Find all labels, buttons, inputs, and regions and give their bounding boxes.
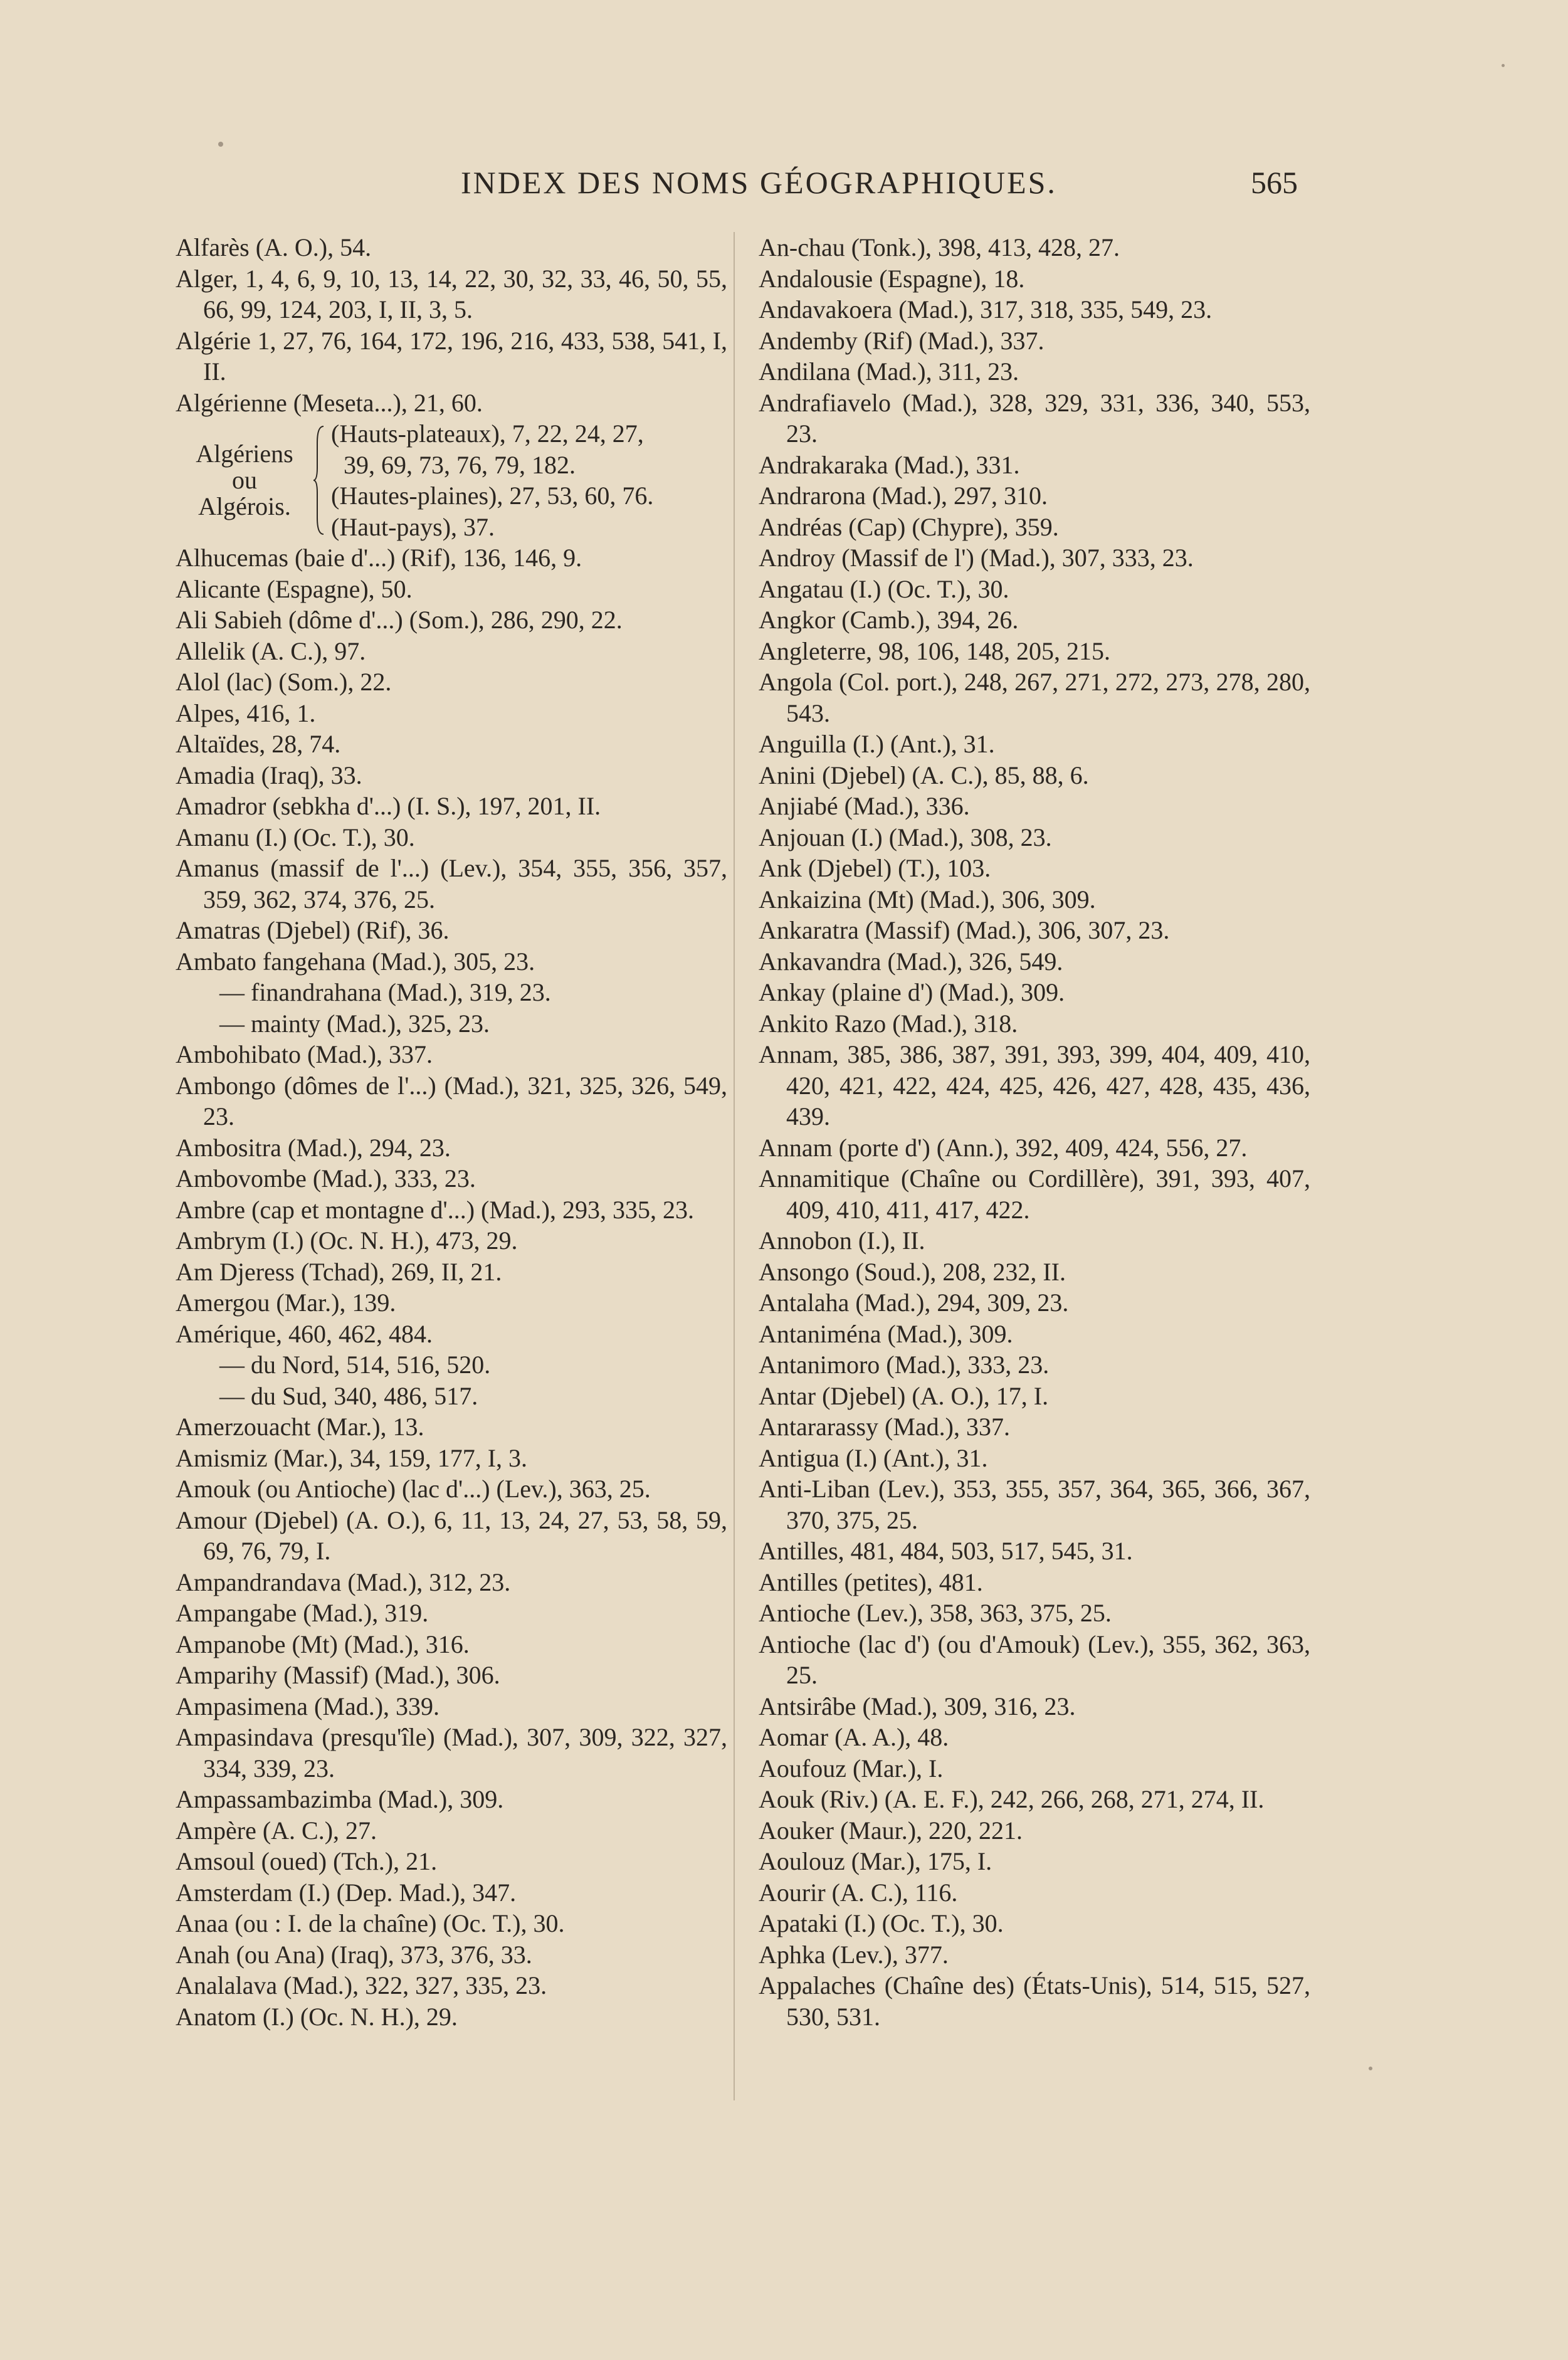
group-label-2: ou [232, 466, 257, 494]
index-entry: Amismiz (Mar.), 34, 159, 177, I, 3. [176, 1443, 528, 1472]
index-entry: Allelik (A. C.), 97. [176, 636, 366, 665]
index-entry: Anini (Djebel) (A. C.), 85, 88, 6. [759, 761, 1089, 789]
index-entry: Ansongo (Soud.), 208, 232, II. [759, 1257, 1066, 1286]
index-entry: — du Sud, 340, 486, 517. [219, 1381, 478, 1410]
index-entry: Aoulouz (Mar.), 175, I. [759, 1847, 992, 1875]
index-entry: Antaniména (Mad.), 309. [759, 1319, 1013, 1348]
index-entry: Ambositra (Mad.), 294, 23. [176, 1133, 451, 1162]
index-entry: Amsterdam (I.) (Dep. Mad.), 347. [176, 1878, 517, 1907]
index-entry: Aphka (Lev.), 377. [759, 1940, 949, 1969]
index-entry: Antararassy (Mad.), 337. [759, 1413, 1010, 1441]
index-entry: Anatom (I.) (Oc. N. H.), 29. [176, 2002, 458, 2031]
index-entry: Ankaizina (Mt) (Mad.), 306, 309. [759, 885, 1096, 914]
brace-glyph [313, 424, 326, 537]
index-entry: Amanus (massif de l'...) (Lev.), 354, 355, 356, 357, 359, 362, 374, 376, 25. [176, 854, 727, 914]
index-entry: Ampassambazimba (Mad.), 309. [176, 1785, 504, 1813]
index-entry: An-chau (Tonk.), 398, 413, 428, 27. [759, 233, 1120, 261]
index-entry: Anaa (ou : I. de la chaîne) (Oc. T.), 30. [176, 1909, 565, 1937]
index-entry: Angatau (I.) (Oc. T.), 30. [759, 574, 1009, 603]
page-header [0, 164, 1568, 208]
index-entry: Ampasindava (presqu'île) (Mad.), 307, 309, 322, 327, 334, 339, 23. [176, 1723, 727, 1783]
index-entry: Andrarona (Mad.), 297, 310. [759, 482, 1048, 510]
index-entry: Andilana (Mad.), 311, 23. [759, 357, 1019, 386]
right-column [759, 232, 1310, 2032]
index-entry: Andemby (Rif) (Mad.), 337. [759, 326, 1044, 355]
index-entry: Alger, 1, 4, 6, 9, 10, 13, 14, 22, 30, 32, 33, 46, 50, 55, 66, 99, 124, 203, I, II, 3, 5. [176, 264, 727, 324]
index-entry: Angleterre, 98, 106, 148, 205, 215. [759, 636, 1111, 665]
index-entry: Analalava (Mad.), 322, 327, 335, 23. [176, 1971, 547, 1999]
left-entries-before-group [176, 232, 727, 418]
index-entry: Andalousie (Espagne), 18. [759, 264, 1025, 293]
index-entry: Antilles (petites), 481. [759, 1567, 983, 1596]
index-entry: Antigua (I.) (Ant.), 31. [759, 1443, 988, 1472]
index-entry: Ampangabe (Mad.), 319. [176, 1599, 429, 1627]
index-entry: Andréas (Cap) (Chypre), 359. [759, 512, 1059, 541]
index-entry: Ampanobe (Mt) (Mad.), 316. [176, 1630, 470, 1658]
column-divider [734, 232, 735, 2100]
index-entry: Alicante (Espagne), 50. [176, 574, 413, 603]
index-entry: Ali Sabieh (dôme d'...) (Som.), 286, 290, 22. [176, 606, 623, 634]
group-lines [331, 418, 727, 542]
index-entry: Antanimoro (Mad.), 333, 23. [759, 1351, 1050, 1379]
index-entry: Antalaha (Mad.), 294, 309, 23. [759, 1288, 1069, 1317]
index-entry: Ankavandra (Mad.), 326, 549. [759, 947, 1063, 976]
index-entry: Ambovombe (Mad.), 333, 23. [176, 1164, 476, 1193]
index-entry: Amadia (Iraq), 33. [176, 761, 362, 789]
index-entry: Amour (Djebel) (A. O.), 6, 11, 13, 24, 27, 53, 58, 59, 69, 76, 79, I. [176, 1505, 727, 1565]
index-entry: Androy (Massif de l') (Mad.), 307, 333, 23. [759, 544, 1194, 572]
index-entry: Aourir (A. C.), 116. [759, 1878, 958, 1907]
index-entry: Ankay (plaine d') (Mad.), 309. [759, 978, 1065, 1006]
index-entry: Appalaches (Chaîne des) (États-Unis), 514, 515, 527, 530, 531. [759, 1971, 1310, 2031]
index-entry: Aouk (Riv.) (A. E. F.), 242, 266, 268, 271, 274, II. [759, 1785, 1265, 1813]
index-entry: Andrakaraka (Mad.), 331. [759, 450, 1020, 479]
group-labels [176, 441, 313, 520]
index-entry: Altaïdes, 28, 74. [176, 730, 341, 758]
group-label-1: Algériens [196, 440, 293, 468]
index-entry: Annamitique (Chaîne ou Cordillère), 391, 393, 407, 409, 410, 411, 417, 422. [759, 1164, 1310, 1224]
index-entry: Ampandrandava (Mad.), 312, 23. [176, 1567, 511, 1596]
index-entry: Amérique, 460, 462, 484. [176, 1319, 433, 1348]
index-entry: Amadror (sebkha d'...) (I. S.), 197, 201, II. [176, 792, 601, 820]
index-entry: Anjouan (I.) (Mad.), 308, 23. [759, 823, 1052, 851]
index-entry: Annam, 385, 386, 387, 391, 393, 399, 404, 409, 410, 420, 421, 422, 424, 425, 426, 427, 428, 435, 436, 439. [759, 1040, 1310, 1130]
index-entry: Alpes, 416, 1. [176, 698, 316, 727]
paper-speck [1502, 64, 1505, 67]
group-label-3: Algérois. [198, 492, 291, 520]
group-line: (Hautes-plaines), 27, 53, 60, 76. [331, 482, 654, 510]
page-number: 565 [1251, 165, 1298, 200]
index-entry: Ambongo (dômes de l'...) (Mad.), 321, 325, 326, 549, 23. [176, 1071, 727, 1130]
index-entry: Antsirâbe (Mad.), 309, 316, 23. [759, 1692, 1076, 1720]
algeriens-group [176, 418, 727, 542]
index-entry: Amerzouacht (Mar.), 13. [176, 1413, 424, 1441]
index-entry: Aouker (Maur.), 220, 221. [759, 1816, 1023, 1845]
index-entry: — du Nord, 514, 516, 520. [219, 1351, 491, 1379]
index-entry: Apataki (I.) (Oc. T.), 30. [759, 1909, 1004, 1937]
index-entry: Amanu (I.) (Oc. T.), 30. [176, 823, 415, 851]
index-entry: Algérie 1, 27, 76, 164, 172, 196, 216, 433, 538, 541, I, II. [176, 326, 727, 386]
page-title: INDEX DES NOMS GÉOGRAPHIQUES. [461, 165, 1057, 200]
index-entry: Amergou (Mar.), 139. [176, 1288, 396, 1317]
index-entry: Alhucemas (baie d'...) (Rif), 136, 146, 9. [176, 544, 582, 572]
paper-speck [1369, 2067, 1372, 2070]
index-entry: Ampère (A. C.), 27. [176, 1816, 377, 1845]
left-column [176, 232, 727, 2032]
index-entry: Anguilla (I.) (Ant.), 31. [759, 730, 995, 758]
index-entry: Ankito Razo (Mad.), 318. [759, 1009, 1018, 1038]
group-line: (Haut-pays), 37. [331, 512, 495, 541]
index-entry: — finandrahana (Mad.), 319, 23. [219, 978, 551, 1006]
paper-speck [218, 142, 223, 147]
index-entry: Amparihy (Massif) (Mad.), 306. [176, 1661, 500, 1689]
index-entry: Ankaratra (Massif) (Mad.), 306, 307, 23. [759, 916, 1170, 944]
index-entry: Andavakoera (Mad.), 317, 318, 335, 549, 23. [759, 295, 1213, 324]
index-entry: Aoufouz (Mar.), I. [759, 1754, 944, 1783]
index-entry: — mainty (Mad.), 325, 23. [219, 1009, 490, 1038]
index-entry: Annam (porte d') (Ann.), 392, 409, 424, 556, 27. [759, 1133, 1248, 1162]
index-entry: Alfarès (A. O.), 54. [176, 233, 372, 261]
index-entry: Ambre (cap et montagne d'...) (Mad.), 293, 335, 23. [176, 1195, 694, 1224]
index-entry: Antar (Djebel) (A. O.), 17, I. [759, 1381, 1049, 1410]
index-entry: Ank (Djebel) (T.), 103. [759, 854, 991, 882]
index-entry: Amatras (Djebel) (Rif), 36. [176, 916, 450, 944]
index-entry: Alol (lac) (Som.), 22. [176, 668, 392, 696]
index-entry: Amouk (ou Antioche) (lac d'...) (Lev.), 363, 25. [176, 1475, 651, 1503]
index-entry: Ambrym (I.) (Oc. N. H.), 473, 29. [176, 1226, 518, 1255]
group-line: (Hauts-plateaux), 7, 22, 24, 27, [331, 419, 644, 448]
index-entry: Algérienne (Meseta...), 21, 60. [176, 388, 483, 417]
group-line: 39, 69, 73, 76, 79, 182. [344, 450, 576, 479]
index-entry: Antilles, 481, 484, 503, 517, 545, 31. [759, 1537, 1133, 1565]
left-entries-after-group [176, 542, 727, 2032]
index-entry: Annobon (I.), II. [759, 1226, 925, 1255]
index-entry: Anjiabé (Mad.), 336. [759, 792, 970, 820]
index-entry: Ambohibato (Mad.), 337. [176, 1040, 433, 1068]
index-entry: Angola (Col. port.), 248, 267, 271, 272, 273, 278, 280, 543. [759, 668, 1310, 727]
index-entry: Antioche (Lev.), 358, 363, 375, 25. [759, 1599, 1112, 1627]
index-entry: Am Djeress (Tchad), 269, II, 21. [176, 1257, 502, 1286]
index-entry: Ampasimena (Mad.), 339. [176, 1692, 440, 1720]
index-entry: Anti-Liban (Lev.), 353, 355, 357, 364, 365, 366, 367, 370, 375, 25. [759, 1475, 1310, 1534]
index-entry: Ambato fangehana (Mad.), 305, 23. [176, 947, 535, 976]
index-entry: Angkor (Camb.), 394, 26. [759, 606, 1019, 634]
index-entry: Amsoul (oued) (Tch.), 21. [176, 1847, 438, 1875]
index-entry: Andrafiavelo (Mad.), 328, 329, 331, 336, 340, 553, 23. [759, 388, 1310, 448]
index-entry: Anah (ou Ana) (Iraq), 373, 376, 33. [176, 1940, 532, 1969]
index-entry: Antioche (lac d') (ou d'Amouk) (Lev.), 355, 362, 363, 25. [759, 1630, 1310, 1689]
index-entry: Aomar (A. A.), 48. [759, 1723, 949, 1751]
